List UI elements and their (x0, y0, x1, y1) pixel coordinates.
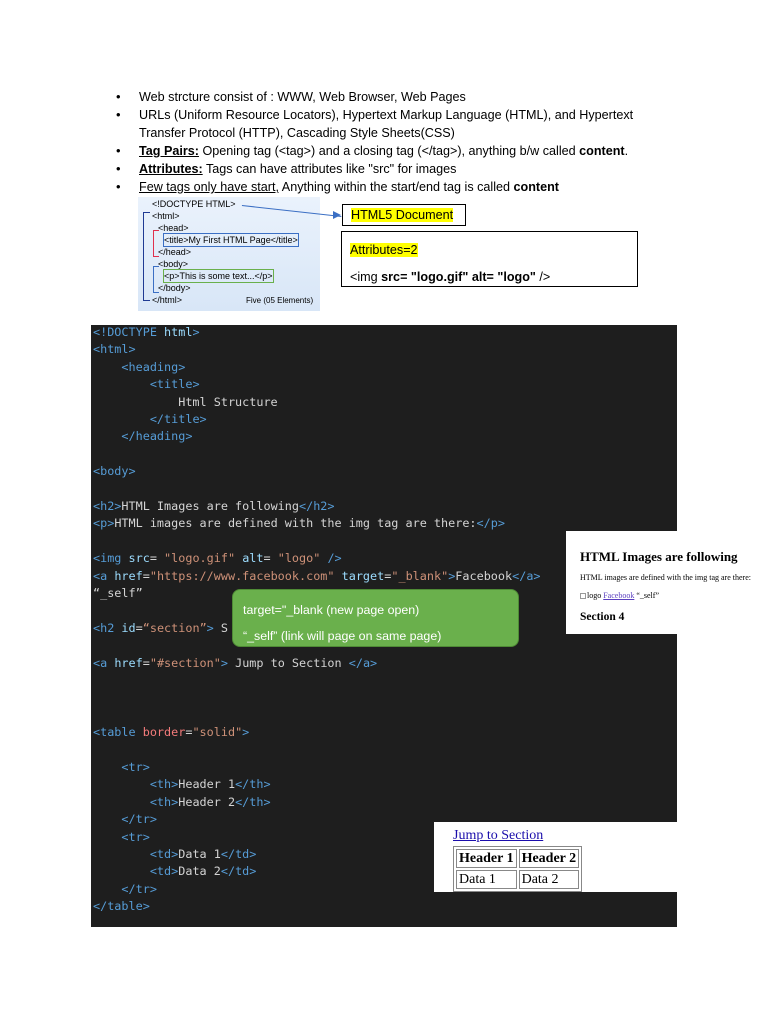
callout-line-self: “_self” (link will page on same page) (243, 629, 442, 643)
bullet-urls: • URLs (Uniform Resource Locators), Hypertext Markup Language (HTML), and Hypertext Transfer Protocol (HTTP), Cascading Style Sheets(CSS) (113, 106, 673, 142)
code-token: </td> (220, 847, 257, 861)
tree-line: <!DOCTYPE HTML> (152, 199, 236, 209)
callout-line-blank: target="_blank (new page open) (243, 603, 420, 617)
code-token: </td> (220, 864, 257, 879)
tree-line: <title>My First HTML Page</title> (164, 235, 298, 245)
code-line (93, 586, 143, 600)
preview-table (453, 846, 582, 892)
code-token (93, 377, 150, 391)
code-token: "logo" (277, 551, 321, 566)
bullet-web-structure: • Web strcture consist of : WWW, Web Browser, Web Pages (113, 88, 673, 106)
table-cell: Data 2 (519, 870, 580, 889)
code-line (93, 516, 505, 530)
code-token: > (242, 725, 250, 740)
code-token: <img (93, 551, 129, 566)
preview-image-line: logo Facebook “_self” (580, 591, 659, 600)
code-line (93, 777, 271, 791)
code-token: <h2> (93, 499, 122, 513)
code-token: target (341, 568, 385, 583)
code-token (93, 795, 150, 809)
attributes-box (341, 231, 638, 287)
tree-line: </head> (158, 247, 192, 257)
tree-line: </body> (158, 283, 191, 293)
code-token: </table> (93, 899, 150, 914)
preview-img-alt: logo (587, 591, 602, 600)
code-line (93, 342, 136, 356)
html-bracket (143, 212, 150, 301)
code-token: <h2 (93, 620, 122, 635)
code-token (93, 830, 121, 844)
code-token (93, 812, 121, 826)
bullet-label: Attributes: (139, 162, 203, 176)
tree-line: <html> (152, 211, 180, 221)
code-token: </tr> (121, 881, 157, 896)
code-token: HTML Images are following (121, 499, 299, 513)
code-token: </p> (476, 516, 505, 531)
code-token: > (220, 655, 228, 670)
table-header: Header 1 (456, 849, 517, 868)
broken-image-icon (580, 593, 586, 599)
notes-bullet-list (113, 88, 673, 196)
code-line (93, 864, 256, 878)
code-token: </h2> (298, 499, 335, 513)
code-line (93, 621, 228, 635)
code-token: > (192, 325, 200, 339)
code-token: Header 1 (178, 777, 236, 792)
code-token: </heading> (121, 429, 193, 444)
code-token: “_self” (93, 586, 143, 600)
code-token: href (114, 655, 143, 670)
code-token: </tr> (121, 812, 157, 827)
code-token: Html Structure (93, 394, 278, 409)
code-token (335, 569, 342, 583)
attributes-example: <img src= "logo.gif" alt= "logo" /> (350, 270, 551, 284)
code-line (93, 464, 136, 478)
code-token (93, 847, 150, 861)
code-line (93, 395, 278, 409)
code-token: alt (242, 551, 264, 566)
code-token: = (135, 620, 143, 635)
preview-section-heading: Section 4 (580, 611, 625, 623)
code-token (93, 777, 150, 791)
table-row (456, 870, 579, 889)
code-line (93, 795, 271, 809)
tree-line: </html> (152, 295, 183, 305)
code-line (93, 882, 157, 896)
code-line (93, 830, 150, 844)
code-line (93, 847, 256, 861)
code-line (93, 725, 249, 739)
code-token: border (142, 725, 186, 740)
code-line (93, 412, 207, 426)
code-token: </a> (348, 655, 378, 670)
table-cell: Data 1 (456, 870, 517, 889)
attributes-title: Attributes=2 (350, 243, 418, 257)
code-token: <p> (93, 516, 115, 531)
code-token (93, 429, 121, 443)
table-row (456, 849, 579, 868)
code-token: Data 2 (178, 864, 221, 879)
rendered-preview-table (434, 822, 677, 892)
code-token (93, 412, 150, 426)
code-token: <a (93, 655, 115, 670)
code-token: = (384, 568, 392, 583)
code-token: <body> (93, 464, 136, 479)
preview-heading: HTML Images are following (580, 549, 738, 564)
code-token: HTML images are defined with the img tag are there: (114, 516, 477, 531)
bullet-attributes: • Attributes: Tags can have attributes like "src" for images (113, 160, 673, 178)
code-line (93, 656, 377, 670)
code-token: Jump to Section (227, 655, 349, 670)
code-token: <td> (149, 847, 179, 861)
code-token: <heading> (121, 359, 186, 374)
preview-jump-link[interactable]: Jump to Section (453, 828, 544, 843)
tree-line: <p>This is some text...</p> (164, 271, 273, 281)
code-line (93, 360, 185, 374)
code-token: <!DOCTYPE (93, 325, 165, 339)
code-token: "solid" (192, 725, 243, 740)
code-token: </a> (512, 568, 541, 583)
rendered-preview-images (566, 531, 768, 634)
code-token: </th> (235, 794, 271, 809)
html5-document-label: HTML5 Document (342, 204, 466, 226)
code-token: = (149, 551, 165, 566)
bullet-label: Tag Pairs: (139, 144, 199, 158)
code-token: S (213, 620, 228, 635)
code-token: "_blank" (391, 568, 449, 583)
bullet-few-tags: • Few tags only have start, Anything within the start/end tag is called content (113, 178, 673, 196)
table-header: Header 2 (519, 849, 580, 868)
code-line (93, 812, 157, 826)
preview-paragraph: HTML images are defined with the img tag are there: (580, 573, 751, 582)
code-token: id (121, 620, 136, 635)
tree-line: <body> (158, 259, 189, 269)
code-token: Data 1 (178, 847, 221, 861)
code-token: > (448, 568, 456, 583)
tree-caption: Five (05 Elements) (246, 296, 314, 305)
code-token: “section” (142, 620, 207, 635)
code-line (93, 899, 150, 913)
code-token: = (142, 655, 150, 670)
code-token (93, 864, 150, 878)
code-line (93, 760, 150, 774)
code-token: /> (320, 551, 342, 566)
code-token: = (185, 725, 193, 740)
code-token: Facebook (455, 568, 513, 583)
code-token: <td> (149, 864, 179, 879)
code-token: </title> (149, 412, 207, 426)
code-token: src (128, 551, 150, 566)
tree-line: <head> (158, 223, 189, 233)
bullet-label: Few tags only have start, (139, 180, 279, 194)
code-token: <a (93, 568, 115, 583)
code-token: > (206, 620, 214, 635)
code-line (93, 429, 192, 443)
code-token: href (114, 568, 143, 583)
code-line (93, 569, 541, 583)
code-token: "https://www.facebook.com" (149, 568, 335, 583)
code-line (93, 377, 200, 391)
code-token: </th> (235, 777, 271, 792)
code-token: "#section" (149, 655, 221, 670)
code-token: Header 2 (178, 794, 236, 809)
code-token: <tr> (121, 760, 150, 774)
arrow-head-icon (333, 211, 341, 219)
code-token: <table (93, 725, 143, 740)
code-token: html (164, 325, 193, 339)
code-line (93, 499, 335, 513)
html-tree-diagram (138, 197, 320, 311)
code-line (93, 551, 342, 565)
code-token: <title> (149, 377, 200, 392)
code-token: = (263, 551, 278, 566)
code-token: <th> (149, 777, 179, 792)
code-token (93, 882, 121, 896)
code-token (93, 360, 121, 374)
code-token: "logo.gif" (164, 551, 236, 566)
preview-facebook-link[interactable]: Facebook (603, 591, 635, 600)
code-token (93, 760, 121, 774)
code-token: <html> (93, 342, 136, 357)
bullet-tag-pairs: • Tag Pairs: Opening tag (<tag>) and a closing tag (</tag>), anything b/w called content. (113, 142, 673, 160)
code-token: <tr> (121, 829, 150, 844)
code-token: = (142, 568, 150, 583)
target-callout (232, 589, 519, 647)
code-token: <th> (149, 794, 179, 809)
code-line (93, 325, 200, 339)
